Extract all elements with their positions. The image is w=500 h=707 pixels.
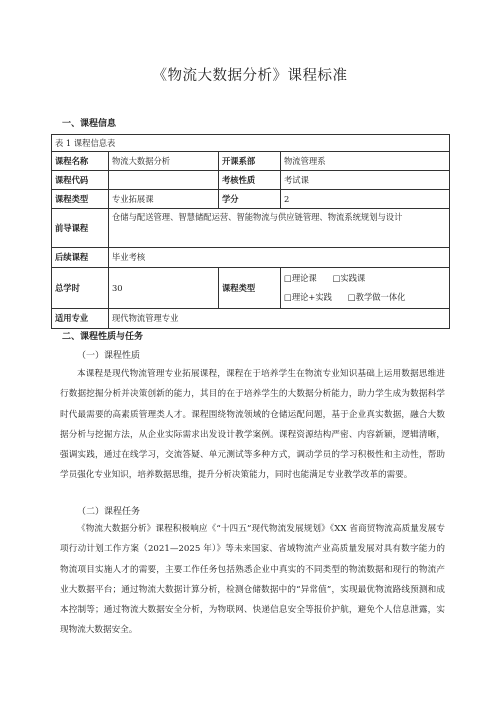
table-row [52, 309, 450, 329]
kind-options-line-1 [284, 269, 446, 288]
dept-value: 物流管理系 [281, 152, 450, 171]
table-row [52, 152, 450, 171]
course-info-table [51, 134, 450, 329]
table-row [52, 135, 450, 152]
section-heading-course-info: 一、课程信息 [62, 119, 117, 129]
table-row [52, 268, 450, 309]
name-value: 物流大数据分析 [109, 152, 219, 171]
prerequisite-label: 前导课程 [52, 209, 109, 248]
hours-label: 总学时 [52, 268, 109, 309]
dept-label: 开课系部 [219, 152, 281, 171]
major-label: 适用专业 [52, 309, 109, 329]
table-row [52, 190, 450, 209]
checkbox-practice[interactable]: □实践课 [332, 273, 366, 283]
code-value [109, 171, 219, 190]
paragraph-course-nature: 本课程是现代物流管理专业拓展课程，课程在于培养学生在物流专业知识基础上运用数据思维进行数据挖掘分析并决策创新的能力，其目的在于培养学生的大数据分析能力，助力学生成为数据科学时代最需要的高素质管理类人才。课程围绕物流领域的仓储运配问题，基于企业真实数据，融合大数据分析与挖掘方法，从企业实际需求出发设计教学案例。课程资源结构严密、内容新颖，逻辑清晰，强调实践，通过在线学习，交流答疑、单元测试等多种方式，调动学员的学习积极性和主动性，帮助学员强化专业知识，培养数据思维，提升分析决策能力，同时也能满足专业教学改革的需要。 [60, 369, 445, 481]
checkbox-theory[interactable]: □理论课 [284, 273, 317, 283]
kind-label: 课程类型 [219, 268, 281, 309]
code-label: 课程代码 [52, 171, 109, 190]
type-label: 课程类型 [52, 190, 109, 209]
hours-value: 30 [109, 268, 219, 309]
followup-value: 毕业考核 [109, 248, 450, 268]
credit-value: 2 [281, 190, 450, 209]
prerequisite-value: 仓储与配送管理、智慧储配运营、智能物流与供应链管理、物流系统规划与设计 [109, 209, 450, 248]
checkbox-theory-practice[interactable]: □理论+实践 [284, 292, 332, 302]
section-heading-nature-tasks: 二、课程性质与任务 [62, 332, 144, 342]
subsection-heading-tasks: （二）课程任务 [77, 507, 141, 517]
table-row [52, 209, 450, 248]
document-title: 《物流大数据分析》课程标准 [152, 68, 348, 84]
subsection-heading-nature: （一）课程性质 [77, 351, 141, 361]
paragraph-course-tasks: 《物流大数据分析》课程积极响应《“十四五”现代物流发展规划》《XX 省商贸物流高质量发展专项行动计划工作方案（2021—2025 年）》等未来国家、省域物流产业高质量发展对具有数字能力的物流项目实施人才的需要，主要工作任务包括熟悉企业中真实的不同类型的物流数据和现行的物流产业大数据平台；通过物流大数据计算分析，检测仓储数据中的“异常值”，实现最优物流路线预测和成本控制等；通过物流大数据安全分析，为物联网、快递信息安全等报价护航，避免个人信息泄露，实现物流大数据安全。 [60, 524, 445, 636]
table-row [52, 171, 450, 190]
kind-options [281, 268, 450, 309]
checkbox-integrated[interactable]: □教学做一体化 [347, 292, 406, 302]
table-caption: 表 1 课程信息表 [52, 135, 450, 152]
name-label: 课程名称 [52, 152, 109, 171]
type-value: 专业拓展课 [109, 190, 219, 209]
table-row [52, 248, 450, 268]
followup-label: 后续课程 [52, 248, 109, 268]
assess-value: 考试课 [281, 171, 450, 190]
major-value: 现代物流管理专业 [109, 309, 450, 329]
assess-label: 考核性质 [219, 171, 281, 190]
kind-options-line-2 [284, 288, 446, 307]
credit-label: 学分 [219, 190, 281, 209]
